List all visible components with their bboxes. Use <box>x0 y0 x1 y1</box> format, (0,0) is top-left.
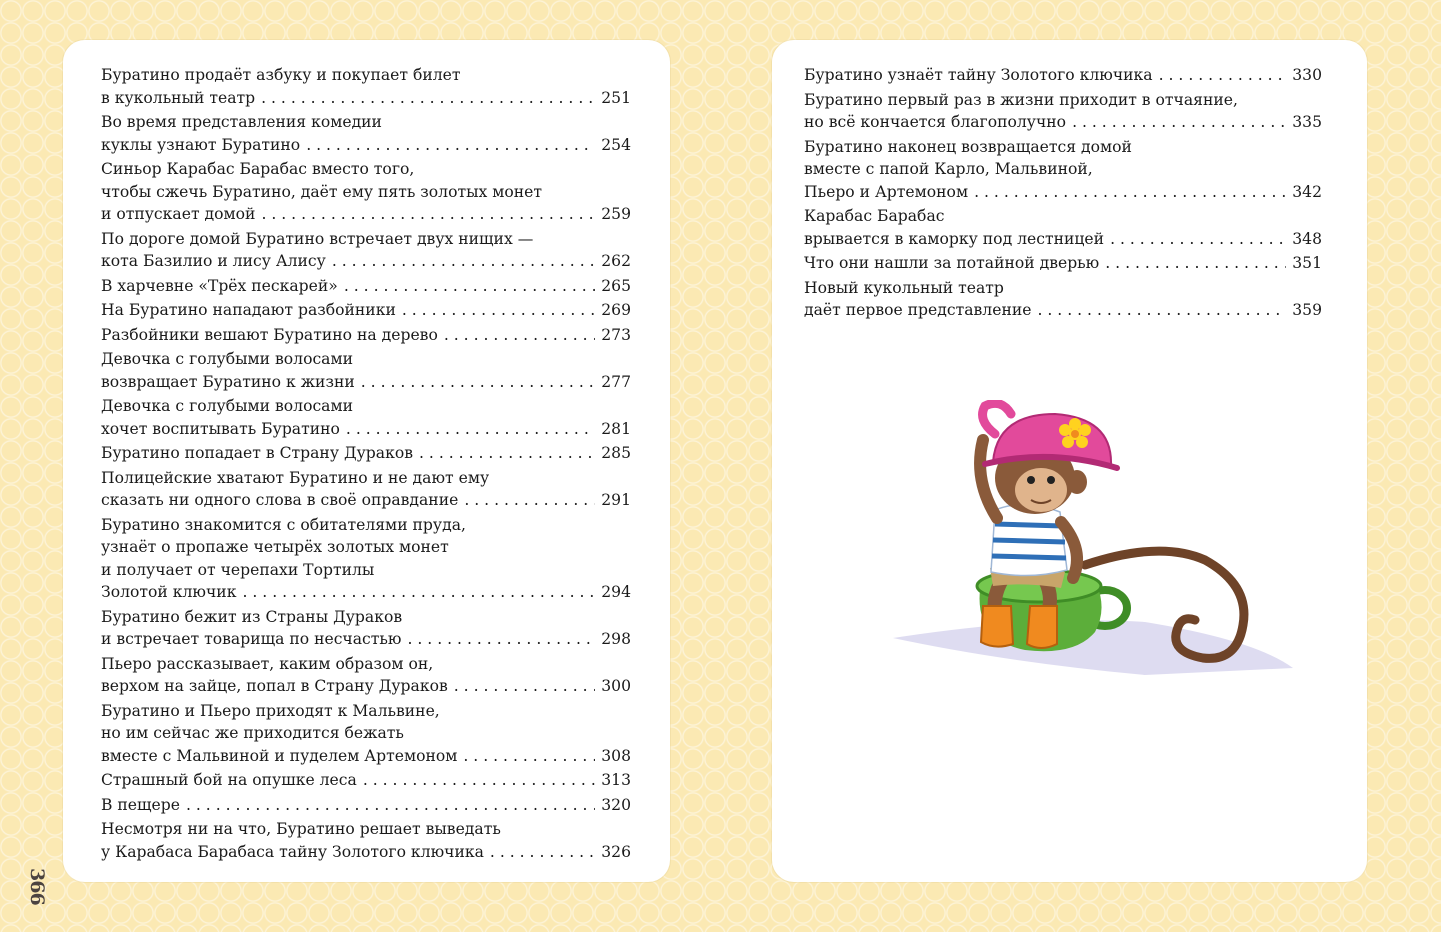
toc-entry-page: 285 <box>601 444 631 462</box>
dot-leader <box>1105 252 1286 275</box>
dot-leader <box>490 841 595 864</box>
toc-entry-text: Синьор Карабас Барабас вместо того, <box>101 160 415 178</box>
toc-entry-text: Несмотря ни на что, Буратино решает выведать <box>101 820 501 838</box>
toc-entry-text: По дороге домой Буратино встречает двух нищих — <box>101 229 534 248</box>
dot-leader <box>1110 228 1286 251</box>
toc-entry-text: Страшный бой на опушке леса <box>101 771 357 789</box>
toc-entry-text: Буратино узнаёт тайну Золотого ключика <box>804 66 1153 84</box>
dot-leader <box>186 794 595 817</box>
toc-entry <box>101 111 631 156</box>
page-number: 366 <box>26 868 48 905</box>
toc-entry-page: 269 <box>601 301 631 319</box>
dot-leader <box>1037 299 1286 322</box>
toc-entry-page: 300 <box>601 677 631 695</box>
toc-entry-text: На Буратино нападают разбойники <box>101 301 396 319</box>
toc-entry-text: Пьеро и Артемоном <box>804 182 969 201</box>
toc-entry <box>804 64 1322 87</box>
dot-leader <box>344 275 595 298</box>
toc-entry-page: 348 <box>1292 229 1322 248</box>
left-page <box>63 40 670 882</box>
toc-entry <box>101 64 631 109</box>
toc-entry-text: Буратино продаёт азбуку и покупает билет <box>101 66 461 84</box>
dot-leader <box>402 299 595 322</box>
dot-leader <box>1072 111 1286 134</box>
toc-entry-text: но всё кончается благополучно <box>804 113 1067 131</box>
toc-entry-text: у Карабаса Барабаса тайну Золотого ключика <box>101 842 484 861</box>
toc-entry-text: Буратино бежит из Страны Дураков <box>101 607 403 626</box>
toc-entry <box>101 653 631 698</box>
toc-entry <box>101 769 631 792</box>
toc-entry <box>101 348 631 393</box>
boot-right <box>1027 606 1057 648</box>
monkey-in-pink-hat-on-green-potty-icon <box>885 400 1305 690</box>
toc-entry-text: хочет воспитывать Буратино <box>101 419 340 438</box>
ear <box>1067 470 1087 494</box>
toc-entry-page: 277 <box>601 372 631 391</box>
toc-entry-text: возвращает Буратино к жизни <box>101 372 355 391</box>
toc-entry-page: 262 <box>601 252 631 270</box>
toc-entry <box>101 158 631 226</box>
toc-entry-page: 265 <box>601 276 631 295</box>
toc-entry <box>101 467 631 512</box>
toc-entry <box>101 700 631 768</box>
dot-leader <box>419 442 595 465</box>
toc-entry-text: даёт первое представление <box>804 301 1032 319</box>
dot-leader <box>306 134 595 157</box>
dot-leader <box>407 628 595 651</box>
toc-entry-page: 281 <box>601 419 631 438</box>
toc-entry-page: 342 <box>1292 182 1322 201</box>
toc-entry-page: 308 <box>601 746 631 765</box>
toc-entry-page: 330 <box>1292 66 1322 84</box>
toc-entry-page: 251 <box>601 88 631 107</box>
toc-entry-text: чтобы сжечь Буратино, даёт ему пять золотых монет <box>101 182 543 201</box>
dot-leader <box>363 769 595 792</box>
toc-entry-text: куклы узнают Буратино <box>101 135 301 154</box>
toc-entry-text: Разбойники вешают Буратино на дерево <box>101 325 438 344</box>
dot-leader <box>346 418 595 441</box>
dot-leader <box>1159 64 1287 87</box>
dot-leader <box>332 250 595 273</box>
toc-entry <box>101 395 631 440</box>
toc-entry <box>101 442 631 465</box>
toc-entry <box>804 89 1322 134</box>
toc-entry <box>101 818 631 863</box>
toc-entry-page: 320 <box>601 795 631 814</box>
toc-entry-text: Буратино и Пьеро приходят к Мальвине, <box>101 701 440 720</box>
boot-left <box>981 606 1013 647</box>
toc-entry <box>804 136 1322 204</box>
toc-entry-page: 298 <box>601 630 631 648</box>
toc-entry-text: Что они нашли за потайной дверью <box>804 254 1100 272</box>
toc-entry-page: 294 <box>601 583 631 601</box>
toc-entry-text: и получает от черепахи Тортилы <box>101 560 375 579</box>
toc-entry-text: кота Базилио и лису Алису <box>101 252 326 270</box>
eye-left <box>1027 476 1035 484</box>
toc-entry-text: Буратино попадает в Страну Дураков <box>101 444 413 462</box>
toc-entry-page: 273 <box>601 325 631 344</box>
dot-leader <box>242 581 595 604</box>
toc-entry-text: Полицейские хватают Буратино и не дают ему <box>101 468 490 487</box>
toc-list-right <box>804 64 1322 324</box>
toc-list-left <box>101 64 631 865</box>
toc-entry-text: узнаёт о пропаже четырёх золотых монет <box>101 538 449 556</box>
toc-entry-text: и встречает товарища по несчастью <box>101 630 402 648</box>
toc-entry-page: 326 <box>601 842 631 861</box>
toc-entry-text: В харчевне «Трёх пескарей» <box>101 276 338 295</box>
toc-entry <box>101 324 631 347</box>
toc-entry-text: вместе с Мальвиной и пуделем Артемоном <box>101 746 458 765</box>
toc-entry-text: Девочка с голубыми волосами <box>101 397 354 415</box>
toc-entry <box>101 606 631 651</box>
dot-leader <box>463 745 595 768</box>
dot-leader <box>454 675 595 698</box>
toc-entry <box>101 794 631 817</box>
toc-entry-text: врывается в каморку под лестницей <box>804 229 1105 248</box>
toc-entry-text: Девочка с голубыми волосами <box>101 350 354 368</box>
toc-entry-text: Золотой ключик <box>101 583 237 601</box>
dot-leader <box>361 371 595 394</box>
toc-entry <box>804 252 1322 275</box>
dot-leader <box>261 203 595 226</box>
toc-entry <box>101 275 631 298</box>
toc-entry-text: Буратино наконец возвращается домой <box>804 137 1132 156</box>
toc-entry <box>101 514 631 604</box>
toc-entry-text: вместе с папой Карло, Мальвиной, <box>804 160 1093 178</box>
toc-entry-text: Во время представления комедии <box>101 113 382 131</box>
toc-entry-text: в кукольный театр <box>101 88 256 107</box>
toc-entry <box>804 205 1322 250</box>
toc-entry-page: 335 <box>1292 113 1322 131</box>
toc-entry-text: сказать ни одного слова в своё оправдание <box>101 491 459 509</box>
eye-right <box>1047 476 1055 484</box>
toc-entry-text: Карабас Барабас <box>804 207 945 225</box>
toc-entry-page: 359 <box>1292 301 1322 319</box>
toc-entry-page: 259 <box>601 205 631 223</box>
dot-leader <box>974 181 1286 204</box>
toc-entry-page: 313 <box>601 771 631 789</box>
toc-entry-text: Новый кукольный театр <box>804 278 1004 297</box>
toc-entry-text: и отпускает домой <box>101 205 256 223</box>
toc-entry-text: В пещере <box>101 795 180 814</box>
toc-entry-text: верхом на зайце, попал в Страну Дураков <box>101 677 448 695</box>
toc-entry-text: Буратино первый раз в жизни приходит в отчаяние, <box>804 90 1238 109</box>
toc-entry-page: 254 <box>601 135 631 154</box>
dot-leader <box>444 324 595 347</box>
toc-entry-text: Буратино знакомится с обитателями пруда, <box>101 515 466 534</box>
toc-entry-text: Пьеро рассказывает, каким образом он, <box>101 654 434 673</box>
dot-leader <box>464 489 595 512</box>
toc-entry-text: но им сейчас же приходится бежать <box>101 724 404 742</box>
toc-entry <box>101 299 631 322</box>
toc-entry <box>804 277 1322 322</box>
toc-entry-page: 351 <box>1292 254 1322 272</box>
toc-entry-page: 291 <box>601 491 631 509</box>
dot-leader <box>261 87 595 110</box>
face <box>1015 468 1067 512</box>
toc-entry <box>101 228 631 273</box>
